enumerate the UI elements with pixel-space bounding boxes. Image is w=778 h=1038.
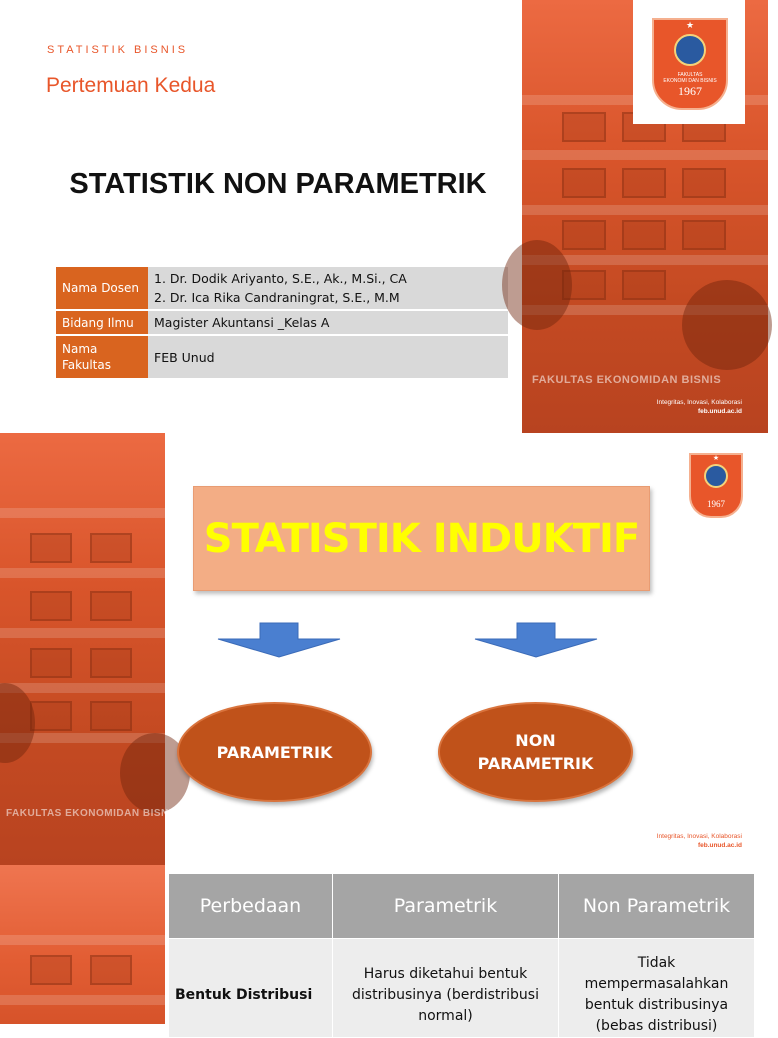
oval-label [478,729,594,775]
tagline-text: Integritas, Inovasi, Kolaborasi [656,833,742,840]
row-label: Bentuk Distribusi [169,939,333,1038]
oval-label-line1: NON [515,731,556,750]
oval-label: PARAMETRIK [216,742,333,762]
info-label: Bidang Ilmu [56,311,148,334]
course-kicker: STATISTIK BISNIS [47,44,189,56]
induktif-banner [193,486,650,591]
column-header: Parametrik [333,874,559,939]
column-header: Non Parametrik [559,874,755,939]
tagline [657,398,742,416]
column-header: Perbedaan [169,874,333,939]
university-logo-icon: ★ 1967 [689,453,743,518]
building-sign: FAKULTAS EKONOMIDAN BISNIS [6,808,180,819]
cell-non-parametrik: Tidak mempermasalahkan bentuk distribusinya (bebas distribusi) [559,939,755,1038]
lecturer-info-table [56,265,508,380]
building-photo [0,433,180,865]
lecturer-1: 1. Dr. Dodik Ariyanto, S.E., Ak., M.Si., CA [154,271,407,286]
table-header-row [169,874,755,939]
info-label: Nama Dosen [56,267,148,309]
table-row [56,336,508,378]
info-label: Nama Fakultas [56,336,148,378]
logo-faculty-line2: EKONOMI DAN BISNIS [663,78,717,84]
tagline-text: Integritas, Inovasi, Kolaborasi [656,399,742,406]
meeting-subtitle: Pertemuan Kedua [46,74,216,97]
parametrik-oval [177,702,372,802]
website-text: feb.unud.ac.id [697,408,742,415]
cell-parametrik: Harus diketahui bentuk distribusinya (berdistribusi normal) [333,939,559,1038]
banner-text: STATISTIK INDUKTIF [203,515,640,562]
non-parametrik-oval [438,702,633,802]
logo-faculty-line1: FAKULTAS [677,72,703,78]
building-photo [0,865,165,1024]
slide-comparison [0,865,768,1034]
logo-year: 1967 [707,499,725,509]
comparison-table [168,873,755,1038]
slide-title [0,0,768,433]
page-title: STATISTIK NON PARAMETRIK [69,168,487,200]
university-logo-icon: ★ FAKULTAS EKONOMI DAN BISNIS 1967 [652,18,728,110]
building-sign: FAKULTAS EKONOMIDAN BISNIS [532,374,722,386]
logo-box [633,0,745,124]
info-value [148,267,508,309]
slide-induktif [0,433,768,865]
table-row [169,939,755,1038]
lecturer-2: 2. Dr. Ica Rika Candraningrat, S.E., M.M [154,290,400,305]
logo-year: 1967 [678,84,702,98]
table-row [56,311,508,334]
down-arrow-icon [216,621,342,659]
tagline [657,832,742,850]
info-value: FEB Unud [148,336,508,378]
website-text: feb.unud.ac.id [697,842,742,849]
table-row [56,267,508,309]
oval-label-line2: PARAMETRIK [477,754,594,773]
info-value: Magister Akuntansi _Kelas A [148,311,508,334]
down-arrow-icon [473,621,599,659]
